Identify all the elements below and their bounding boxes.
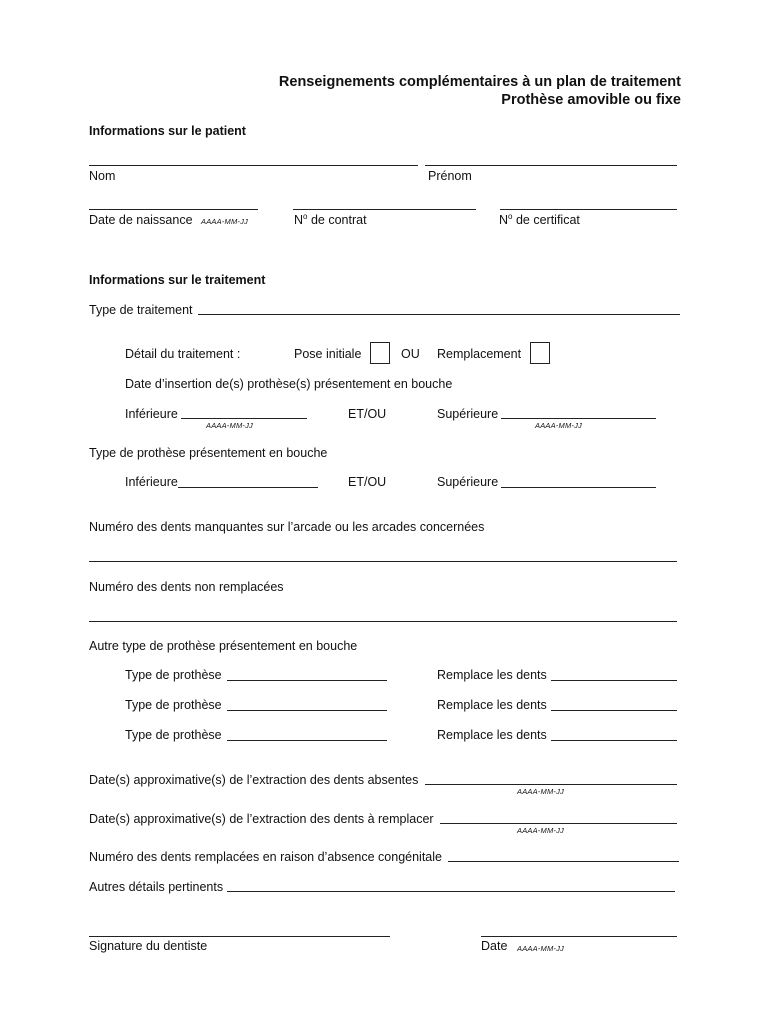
bouche-inferieure-label: Inférieure bbox=[125, 475, 178, 489]
bouche-superieure-label: Supérieure bbox=[437, 475, 499, 489]
extraction-absentes-field[interactable] bbox=[425, 784, 677, 785]
form-title: Renseignements complémentaires à un plan de traitement bbox=[278, 74, 681, 90]
signature-date-field[interactable] bbox=[481, 936, 677, 937]
form-subtitle: Prothèse amovible ou fixe bbox=[501, 92, 681, 108]
extraction-remplacer-label: Date(s) approximative(s) de l’extraction des dents à remplacer bbox=[89, 812, 434, 826]
bouche-superieure-field[interactable] bbox=[501, 487, 656, 488]
type-prothese-2-field[interactable] bbox=[227, 710, 387, 711]
contrat-field[interactable] bbox=[293, 209, 476, 210]
naissance-date-hint: AAAA-MM-JJ bbox=[201, 217, 248, 226]
remplace-dents-2-label: Remplace les dents bbox=[437, 698, 547, 712]
insertion-superieure-date-hint: AAAA-MM-JJ bbox=[535, 421, 582, 430]
dents-non-remplacees-field[interactable] bbox=[89, 621, 677, 622]
pose-initiale-label: Pose initiale bbox=[294, 347, 362, 361]
patient-section-title: Informations sur le patient bbox=[89, 124, 246, 138]
type-prothese-1-label: Type de prothèse bbox=[125, 668, 222, 682]
insertion-inferieure-label: Inférieure bbox=[125, 407, 178, 421]
type-prothese-1-field[interactable] bbox=[227, 680, 387, 681]
ou-label: OU bbox=[401, 347, 420, 361]
type-prothese-3-field[interactable] bbox=[227, 740, 387, 741]
signature-date-hint: AAAA-MM-JJ bbox=[517, 944, 564, 953]
remplace-dents-1-label: Remplace les dents bbox=[437, 668, 547, 682]
autre-type-label: Autre type de prothèse présentement en bouche bbox=[89, 639, 358, 653]
remplace-dents-3-label: Remplace les dents bbox=[437, 728, 547, 742]
type-prothese-bouche-label: Type de prothèse présentement en bouche bbox=[89, 446, 328, 460]
remplace-dents-3-field[interactable] bbox=[551, 740, 677, 741]
autres-details-field[interactable] bbox=[227, 891, 675, 892]
insertion-superieure-field[interactable] bbox=[501, 418, 656, 419]
dents-manquantes-label: Numéro des dents manquantes sur l’arcade ou les arcades concernées bbox=[89, 520, 485, 534]
remplace-dents-2-field[interactable] bbox=[551, 710, 677, 711]
extraction-absentes-label: Date(s) approximative(s) de l’extraction des dents absentes bbox=[89, 773, 419, 787]
detail-traitement-label: Détail du traitement : bbox=[125, 347, 241, 361]
insertion-etou-label: ET/OU bbox=[348, 407, 387, 421]
pose-initiale-checkbox[interactable] bbox=[370, 342, 390, 364]
autres-details-label: Autres détails pertinents bbox=[89, 880, 224, 894]
insertion-superieure-label: Supérieure bbox=[437, 407, 499, 421]
certificat-label: $N^o$ de certificat bbox=[499, 212, 580, 227]
extraction-absentes-date-hint: AAAA-MM-JJ bbox=[517, 787, 564, 796]
type-prothese-2-label: Type de prothèse bbox=[125, 698, 222, 712]
contrat-label: $N^o$ de contrat bbox=[294, 212, 367, 227]
signature-label: Signature du dentiste bbox=[89, 939, 208, 953]
type-traitement-label: Type de traitement bbox=[89, 303, 193, 317]
dents-non-remplacees-label: Numéro des dents non remplacées bbox=[89, 580, 284, 594]
remplacement-checkbox[interactable] bbox=[530, 342, 550, 364]
remplacement-label: Remplacement bbox=[437, 347, 522, 361]
type-prothese-3-label: Type de prothèse bbox=[125, 728, 222, 742]
signature-date-label: Date bbox=[481, 939, 508, 953]
bouche-inferieure-field[interactable] bbox=[178, 487, 318, 488]
naissance-field[interactable] bbox=[89, 209, 258, 210]
certificat-field[interactable] bbox=[500, 209, 677, 210]
insertion-inferieure-field[interactable] bbox=[181, 418, 307, 419]
nom-field[interactable] bbox=[89, 165, 418, 166]
date-insertion-label: Date d’insertion de(s) prothèse(s) présentement en bouche bbox=[125, 377, 453, 391]
naissance-label: Date de naissance bbox=[89, 213, 193, 227]
bouche-etou-label: ET/OU bbox=[348, 475, 387, 489]
remplace-dents-1-field[interactable] bbox=[551, 680, 677, 681]
nom-label: Nom bbox=[89, 169, 116, 183]
type-traitement-field[interactable] bbox=[198, 314, 680, 315]
dents-manquantes-field[interactable] bbox=[89, 561, 677, 562]
prenom-field[interactable] bbox=[425, 165, 677, 166]
insertion-inferieure-date-hint: AAAA-MM-JJ bbox=[206, 421, 253, 430]
prenom-label: Prénom bbox=[428, 169, 472, 183]
extraction-remplacer-date-hint: AAAA-MM-JJ bbox=[517, 826, 564, 835]
congenitale-label: Numéro des dents remplacées en raison d’absence congénitale bbox=[89, 850, 442, 864]
congenitale-field[interactable] bbox=[448, 861, 679, 862]
traitement-section-title: Informations sur le traitement bbox=[89, 273, 266, 287]
signature-field[interactable] bbox=[89, 936, 390, 937]
extraction-remplacer-field[interactable] bbox=[440, 823, 677, 824]
